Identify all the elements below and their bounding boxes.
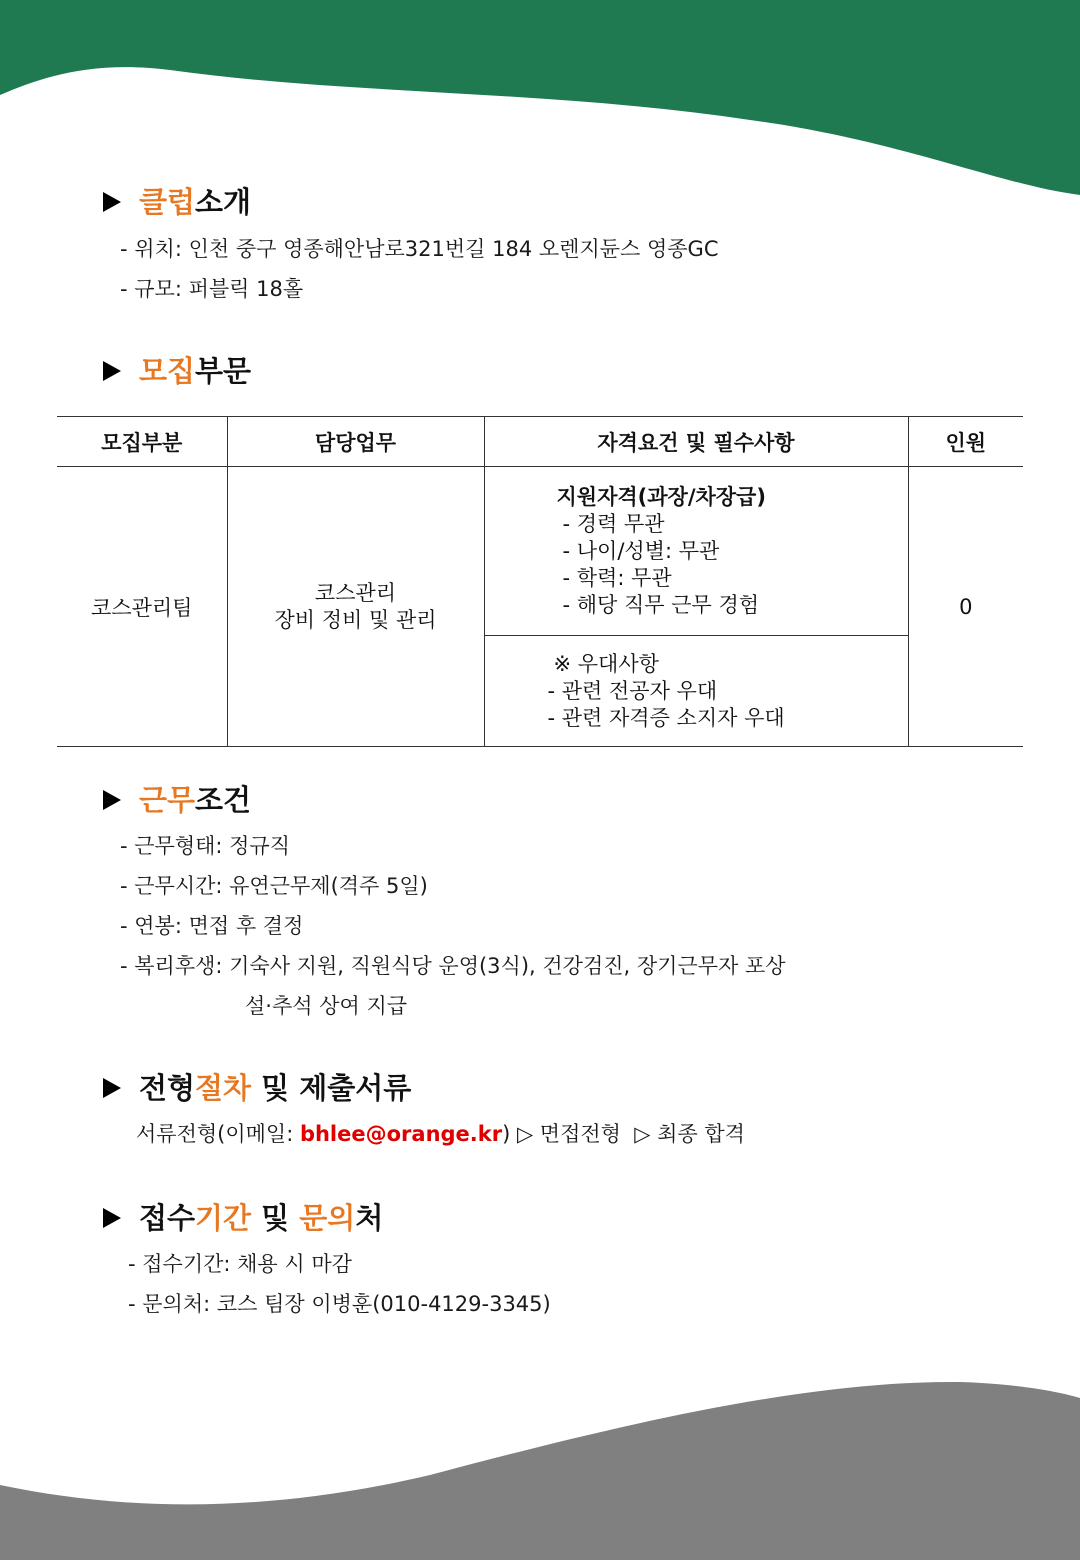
section-title-text: 및 [251, 1201, 300, 1235]
section-title-work [103, 782, 251, 818]
section-title-text: 부문 [195, 354, 252, 388]
club-location: - 위치: 인천 중구 영종해안남로321번길 184 오렌지듄스 영종GC [120, 237, 719, 261]
qualification-item: - 경력 무관 [562, 511, 665, 536]
section-title-highlight: 기간 [195, 1201, 252, 1235]
section-title-text: 조건 [195, 783, 252, 817]
cell-headcount: 0 [908, 467, 1023, 747]
table-row [57, 467, 1023, 636]
bottom-wave-shape [0, 1382, 1080, 1560]
contact-period: - 접수기간: 채용 시 마감 [128, 1252, 352, 1276]
header-headcount: 인원 [908, 417, 1023, 467]
preference-item: - 관련 자격증 소지자 우대 [547, 705, 785, 730]
triangle-bullet-icon [103, 790, 121, 810]
duty-line: 코스관리 [314, 580, 397, 605]
work-salary: - 연봉: 면접 후 결정 [120, 914, 304, 938]
cell-duty [227, 467, 484, 747]
triangle-bullet-icon [103, 1078, 121, 1098]
triangle-bullet-icon [103, 192, 121, 212]
bottom-wave-decoration [0, 1360, 1080, 1560]
triangle-bullet-icon [103, 1208, 121, 1228]
process-step-interview-final: ) ▷ 면접전형 ▷ 최종 합격 [502, 1122, 745, 1146]
qualification-title: 지원자격(과장/차장급) [556, 484, 766, 509]
section-title-text: 전형 [139, 1071, 196, 1105]
cell-preference [484, 636, 908, 747]
section-title-contact [103, 1200, 383, 1236]
header-duty: 담당업무 [227, 417, 484, 467]
preference-title: ※ 우대사항 [553, 651, 659, 676]
qualification-item: - 나이/성별: 무관 [562, 538, 720, 563]
process-steps [136, 1120, 745, 1148]
section-title-highlight: 근무 [139, 783, 196, 817]
section-title-text: 처 [355, 1201, 384, 1235]
qualification-block [557, 484, 766, 619]
top-wave-decoration [0, 0, 1080, 200]
work-benefits: - 복리후생: 기숙사 지원, 직원식당 운영(3식), 건강검진, 장기근무자 포상 [120, 954, 786, 978]
cell-division: 코스관리팀 [57, 467, 227, 747]
work-benefits-continued: 설·추석 상여 지급 [245, 994, 408, 1018]
qualification-item: - 해당 직무 근무 경험 [562, 592, 760, 617]
section-title-highlight: 문의 [299, 1201, 356, 1235]
section-title-highlight: 모집 [139, 354, 196, 388]
cell-qualification [484, 467, 908, 636]
triangle-bullet-icon [103, 361, 121, 381]
table-header-row [57, 417, 1023, 467]
preference-item: - 관련 전공자 우대 [547, 678, 718, 703]
work-hours: - 근무시간: 유연근무제(격주 5일) [120, 874, 428, 898]
preference-block [548, 651, 785, 732]
section-title-process [103, 1070, 411, 1106]
process-step-document: 서류전형(이메일: [136, 1122, 300, 1146]
header-qualification: 자격요건 및 필수사항 [484, 417, 908, 467]
section-title-highlight: 클럽 [139, 185, 196, 219]
contact-person: - 문의처: 코스 팀장 이병훈(010-4129-3345) [128, 1292, 551, 1316]
section-title-text: 소개 [195, 185, 252, 219]
section-title-club [103, 184, 251, 220]
section-title-recruit [103, 353, 251, 389]
section-title-highlight: 절차 [195, 1071, 252, 1105]
work-type: - 근무형태: 정규직 [120, 834, 291, 858]
contact-email: bhlee@orange.kr [299, 1122, 503, 1146]
club-size: - 규모: 퍼블릭 18홀 [120, 277, 304, 301]
section-title-text: 접수 [139, 1201, 196, 1235]
header-division: 모집부분 [57, 417, 227, 467]
duty-line: 장비 정비 및 관리 [274, 607, 437, 632]
section-title-text: 및 제출서류 [251, 1071, 412, 1105]
recruit-table [57, 416, 1023, 747]
qualification-item: - 학력: 무관 [562, 565, 672, 590]
top-wave-shape [0, 0, 1080, 195]
